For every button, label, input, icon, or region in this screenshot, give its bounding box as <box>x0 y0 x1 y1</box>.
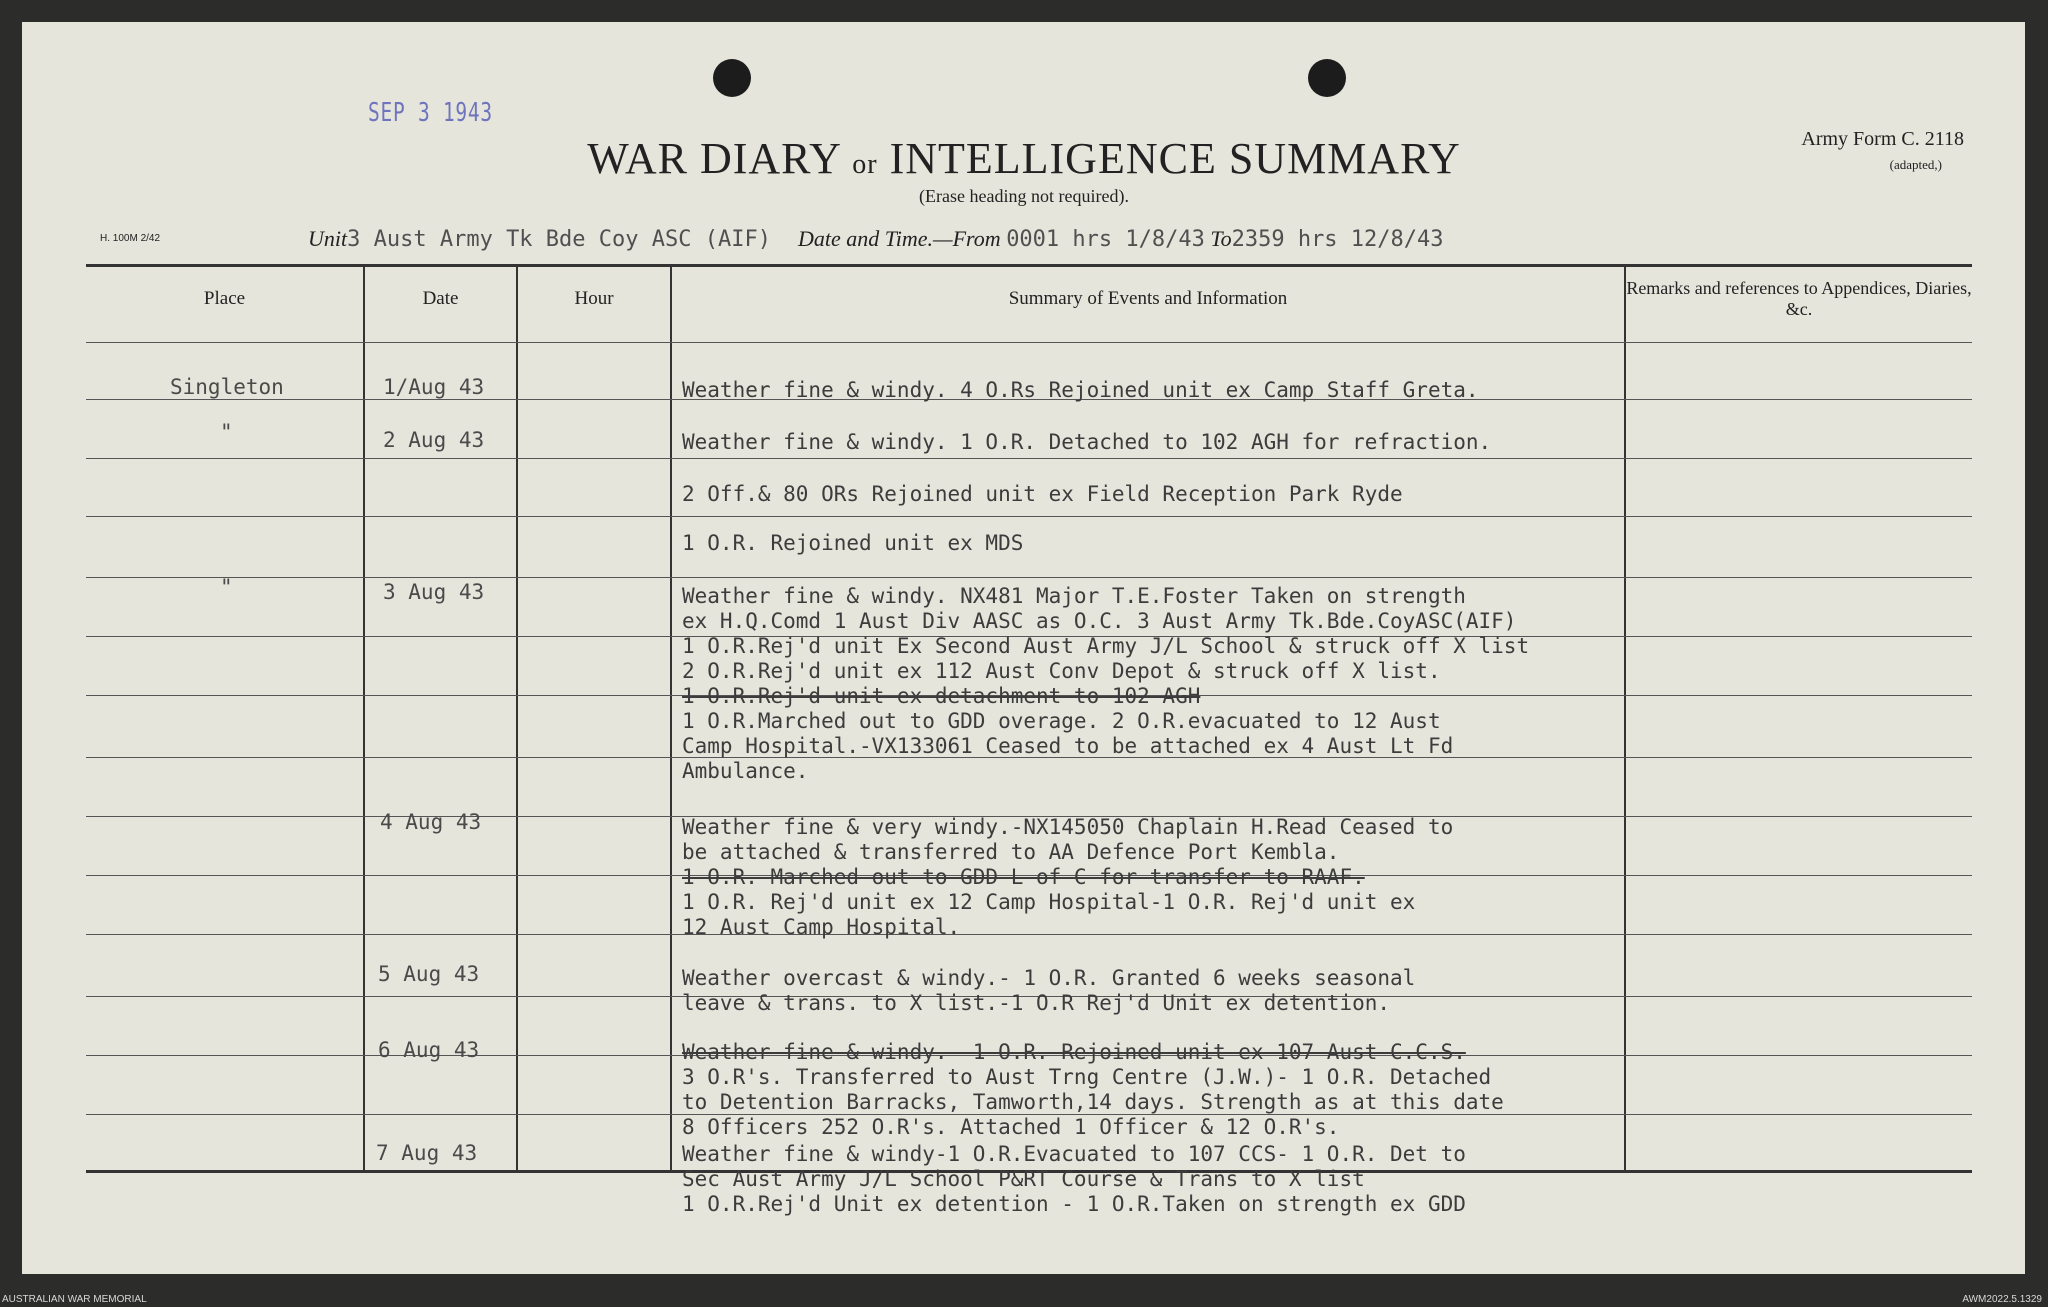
summary-line: Weather fine & windy. 4 O.Rs Rejoined unit ex Camp Staff Greta. <box>682 378 1479 402</box>
row-date: 5 Aug 43 <box>378 962 480 986</box>
form-reference <box>1801 128 1964 173</box>
row-date: 1/Aug 43 <box>383 375 485 399</box>
punch-hole-left <box>713 59 751 97</box>
column-header-remarks: Remarks and references to Appendices, Diaries, &c. <box>1626 278 1972 319</box>
row-summary <box>682 584 1529 784</box>
row-summary <box>682 482 1403 507</box>
page-title <box>0 133 2048 184</box>
summary-line: Sec Aust Army J/L School P&RT Course & Trans to X list <box>682 1167 1365 1191</box>
summary-line: 2 O.R.Rej'd unit ex 112 Aust Conv Depot & struck off X list. <box>682 659 1441 683</box>
column-divider <box>670 266 672 1170</box>
column-divider <box>363 266 365 1170</box>
punch-hole-right <box>1308 59 1346 97</box>
row-rule <box>86 458 1972 459</box>
summary-line: 2 Off.& 80 ORs Rejoined unit ex Field Reception Park Ryde <box>682 482 1403 506</box>
summary-line: 1 O.R. Rejoined unit ex MDS <box>682 531 1024 555</box>
column-divider <box>1624 266 1626 1170</box>
header-rule <box>86 342 1972 343</box>
unit-value: 3 Aust Army Tk Bde Coy ASC (AIF) <box>347 227 771 252</box>
summary-line: Weather overcast & windy.- 1 O.R. Granted 6 weeks seasonal <box>682 966 1416 990</box>
summary-line: Weather fine & very windy.-NX145050 Chaplain H.Read Ceased to <box>682 815 1454 839</box>
row-place: Singleton <box>170 375 284 399</box>
row-summary <box>682 1142 1466 1217</box>
title-part-2: or <box>852 149 878 180</box>
row-place: " <box>220 575 233 599</box>
unit-label: Unit <box>308 226 348 251</box>
row-date: 7 Aug 43 <box>376 1141 478 1165</box>
summary-line: Weather fine & windy-1 O.R.Evacuated to 107 CCS- 1 O.R. Det to <box>682 1142 1466 1166</box>
summary-line: 12 Aust Camp Hospital. <box>682 915 961 939</box>
page-subtitle: (Erase heading not required). <box>919 186 1129 206</box>
summary-line: 8 Officers 252 O.R's. Attached 1 Officer & 12 O.R's. <box>682 1115 1340 1139</box>
period-to-label: To <box>1210 226 1232 251</box>
summary-line: 3 O.R's. Transferred to Aust Trng Centre (J.W.)- 1 O.R. Detached <box>682 1065 1492 1089</box>
summary-line: 1 O.R.Rej'd Unit ex detention - 1 O.R.Taken on strength ex GDD <box>682 1192 1466 1216</box>
period-label: Date and Time.—From <box>798 226 1001 251</box>
summary-line: Weather fine & windy. NX481 Major T.E.Foster Taken on strength <box>682 584 1466 608</box>
row-summary <box>682 531 1023 556</box>
row-summary <box>682 966 1415 1016</box>
summary-line-struck: 1 O.R.Rej'd unit ex detachment to 102 AGH <box>682 684 1201 708</box>
period-line <box>798 226 1444 252</box>
period-from: 0001 hrs 1/8/43 <box>1006 227 1205 252</box>
form-name: Army Form C. 2118 <box>1801 128 1964 150</box>
column-divider <box>516 266 518 1170</box>
title-part-1: WAR DIARY <box>587 134 841 183</box>
summary-line: 1 O.R.Marched out to GDD overage. 2 O.R.evacuated to 12 Aust <box>682 709 1441 733</box>
row-rule <box>86 516 1972 517</box>
form-note: (adapted,) <box>1889 157 1942 172</box>
row-summary <box>682 815 1453 940</box>
table-top-border <box>86 264 1972 267</box>
row-date: 3 Aug 43 <box>383 580 485 604</box>
column-header-summary: Summary of Events and Information <box>1008 288 1288 309</box>
period-to: 2359 hrs 12/8/43 <box>1231 227 1444 252</box>
title-part-3: INTELLIGENCE SUMMARY <box>889 134 1461 183</box>
summary-line: Weather fine & windy. 1 O.R. Detached to 102 AGH for refraction. <box>682 430 1492 454</box>
print-code: H. 100M 2/42 <box>100 233 161 244</box>
summary-line: 1 O.R. Rej'd unit ex 12 Camp Hospital-1 O.R. Rej'd unit ex <box>682 890 1416 914</box>
row-summary <box>682 430 1491 455</box>
column-header-date: Date <box>422 288 459 309</box>
row-date: 4 Aug 43 <box>380 810 482 834</box>
summary-line-struck: 1 O.R. Marched out to GDD L of C for transfer to RAAF. <box>682 865 1365 889</box>
footer-left: AUSTRALIAN WAR MEMORIAL <box>2 1294 147 1305</box>
column-header-place: Place <box>203 288 246 309</box>
row-date: 2 Aug 43 <box>383 428 485 452</box>
summary-line: Ambulance. <box>682 759 809 783</box>
summary-line-struck: Weather fine & windy.- 1 O.R. Rejoined unit ex 107 Aust C.C.S. <box>682 1040 1466 1064</box>
summary-line: to Detention Barracks, Tamworth,14 days. Strength as at this date <box>682 1090 1504 1114</box>
row-summary <box>682 378 1479 403</box>
footer-right: AWM2022.5.1329 <box>1962 1294 2042 1305</box>
summary-line: 1 O.R.Rej'd unit Ex Second Aust Army J/L School & struck off X list <box>682 634 1530 658</box>
summary-line: be attached & transferred to AA Defence Port Kembla. <box>682 840 1340 864</box>
date-stamp: SEP 3 1943 <box>368 98 493 128</box>
row-place: " <box>220 420 233 444</box>
summary-line: leave & trans. to X list.-1 O.R Rej'd Unit ex detention. <box>682 991 1391 1015</box>
row-date: 6 Aug 43 <box>378 1038 480 1062</box>
row-summary <box>682 1040 1504 1140</box>
summary-line: Camp Hospital.-VX133061 Ceased to be attached ex 4 Aust Lt Fd <box>682 734 1454 758</box>
row-rule <box>86 577 1972 578</box>
unit-line <box>308 226 771 252</box>
summary-line: ex H.Q.Comd 1 Aust Div AASC as O.C. 3 Aust Army Tk.Bde.CoyASC(AIF) <box>682 609 1517 633</box>
column-header-hour: Hour <box>574 288 614 309</box>
